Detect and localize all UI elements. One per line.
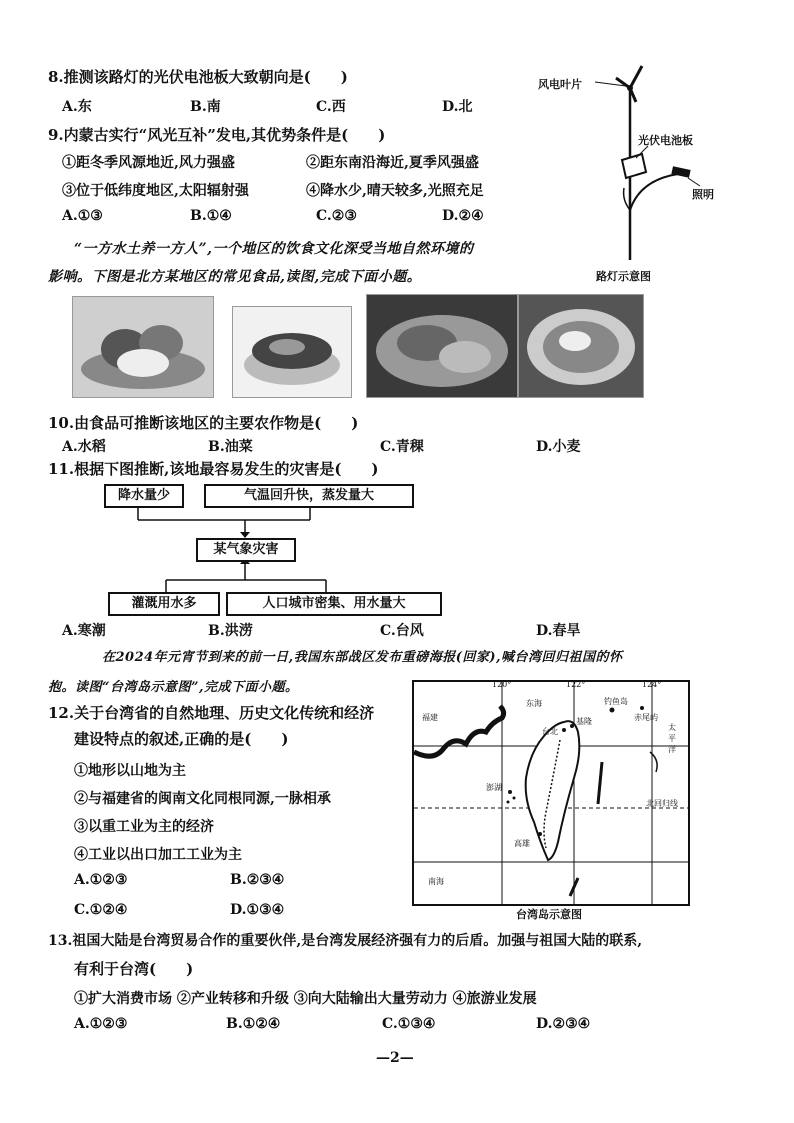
map-label-chiwei: 赤尾屿 <box>634 713 658 722</box>
food-photo-4-image <box>519 295 643 397</box>
map-label-tropic: 北回归线 <box>646 799 678 808</box>
q12-item-2: ②与福建省的闽南文化同根同源,一脉相承 <box>74 791 331 807</box>
food-intro-line2: 影响。下图是北方某地区的常见食品,读图,完成下面小题。 <box>48 269 422 285</box>
flow-box-urban-water-use: 人口城市密集、用水量大 <box>226 592 442 616</box>
q13-option-c: C.①③④ <box>382 1016 436 1032</box>
q11-option-b: B.洪涝 <box>208 623 253 639</box>
disaster-flowchart <box>100 484 450 616</box>
map-label-lon-122: 122° <box>566 680 586 689</box>
label-pv-panel: 光伏电池板 <box>638 134 693 147</box>
q11-option-c: C.台风 <box>380 623 424 639</box>
q12-option-b: B.②③④ <box>230 872 285 888</box>
q9-option-d: D.②④ <box>442 208 484 224</box>
q11-stem: 11.根据下图推断,该地最容易发生的灾害是( ) <box>48 460 379 478</box>
q11-option-d: D.春旱 <box>536 623 581 639</box>
q10-option-c: C.青稞 <box>380 439 424 455</box>
q13-stem-line1: 13.祖国大陆是台湾贸易合作的重要伙伴,是台湾发展经济强有力的后盾。加强与祖国大陆的联系, <box>48 933 643 949</box>
q12-item-1: ①地形以山地为主 <box>74 763 186 779</box>
map-label-kaohsiung: 高雄 <box>514 839 530 848</box>
q10-option-d: D.小麦 <box>536 439 581 455</box>
lamp-figure-caption: 路灯示意图 <box>596 270 651 283</box>
map-label-south-sea: 南海 <box>428 877 444 886</box>
q12-stem-line2: 建设特点的叙述,正确的是( ) <box>74 730 289 748</box>
pv-panel <box>622 154 646 178</box>
flow-box-low-precipitation: 降水量少 <box>104 484 184 508</box>
food-photo-3-image <box>367 295 517 397</box>
q8-option-c: C.西 <box>316 99 346 115</box>
taiwan-island <box>526 721 580 860</box>
q9-item-4: ④降水少,晴天较多,光照充足 <box>306 183 484 199</box>
taiwan-map-caption: 台湾岛示意图 <box>516 908 582 921</box>
q8-stem: 8.推测该路灯的光伏电池板大致朝向是( ) <box>48 68 348 86</box>
taiwan-map <box>412 680 690 906</box>
q12-option-c: C.①②④ <box>74 902 128 918</box>
map-label-penghu: 澎湖 <box>486 783 502 792</box>
q9-item-3: ③位于低纬度地区,太阳辐射强 <box>62 183 249 199</box>
taiwan-intro-line2: 抱。读图“台湾岛示意图”,完成下面小题。 <box>48 680 299 695</box>
food-intro-line1: “一方水土养一方人”,一个地区的饮食文化深受当地自然环境的 <box>74 241 474 257</box>
q9-option-c: C.②③ <box>316 208 357 224</box>
label-lighting: 照明 <box>692 188 714 201</box>
q9-item-1: ①距冬季风源地近,风力强盛 <box>62 155 235 171</box>
map-label-east-sea: 东海 <box>526 699 542 708</box>
flow-box-irrigation: 灌溉用水多 <box>108 592 220 616</box>
street-lamp-figure <box>538 60 720 290</box>
taiwan-intro-line1: 在2024年元宵节到来的前一日,我国东部战区发布重磅海报(回家),喊台湾回归祖国的怀 <box>102 650 623 665</box>
lamp-head <box>671 166 690 178</box>
street-lamp-diagram <box>560 60 720 270</box>
q10-option-a: A.水稻 <box>62 439 106 455</box>
diaoyu-island-marker <box>610 708 615 713</box>
food-photo-4 <box>518 294 644 398</box>
page-number: —2— <box>376 1050 414 1066</box>
map-label-pacific: 太平洋 <box>668 723 676 754</box>
q10-option-b: B.油菜 <box>208 439 253 455</box>
flow-box-disaster: 某气象灾害 <box>196 538 296 562</box>
q10-stem: 10.由食品可推断该地区的主要农作物是( ) <box>48 414 359 432</box>
label-wind-blade: 风电叶片 <box>538 78 582 91</box>
map-label-lon-120: 120° <box>492 680 512 689</box>
q13-option-d: D.②③④ <box>536 1016 591 1032</box>
food-photo-1-image <box>73 297 213 397</box>
q12-option-d: D.①③④ <box>230 902 285 918</box>
q9-item-2: ②距东南沿海近,夏季风强盛 <box>306 155 479 171</box>
q12-option-a: A.①②③ <box>74 872 128 888</box>
map-label-lon-124: 124° <box>642 680 662 689</box>
q11-option-a: A.寒潮 <box>62 623 106 639</box>
q8-option-d: D.北 <box>442 99 473 115</box>
map-label-taipei: 台北 <box>542 727 558 736</box>
light-leader-line <box>688 178 700 186</box>
wind-blade-1 <box>630 66 642 88</box>
q13-option-b: B.①②④ <box>226 1016 281 1032</box>
food-photo-3 <box>366 294 518 398</box>
q12-item-4: ④工业以出口加工工业为主 <box>74 847 242 863</box>
q13-option-a: A.①②③ <box>74 1016 128 1032</box>
map-label-keelung: 基隆 <box>576 717 592 726</box>
q8-option-a: A.东 <box>62 99 92 115</box>
q13-stem-line2: 有利于台湾( ) <box>74 960 194 978</box>
q9-option-a: A.①③ <box>62 208 103 224</box>
q12-item-3: ③以重工业为主的经济 <box>74 819 214 835</box>
food-photo-1 <box>72 296 214 398</box>
q13-items: ①扩大消费市场 ②产业转移和升级 ③向大陆输出大量劳动力 ④旅游业发展 <box>74 991 537 1007</box>
q9-option-b: B.①④ <box>190 208 232 224</box>
map-label-diaoyu: 钓鱼岛 <box>604 697 628 706</box>
map-label-fujian: 福建 <box>422 713 438 722</box>
q9-stem: 9.内蒙古实行“风光互补”发电,其优势条件是( ) <box>48 126 386 144</box>
flow-box-temperature-rise: 气温回升快，蒸发量大 <box>204 484 414 508</box>
lamp-arm <box>630 174 678 210</box>
food-photo-2-image <box>233 307 351 397</box>
q12-stem-line1: 12.关于台湾省的自然地理、历史文化传统和经济 <box>48 704 375 722</box>
q8-option-b: B.南 <box>190 99 221 115</box>
food-photo-2 <box>232 306 352 398</box>
